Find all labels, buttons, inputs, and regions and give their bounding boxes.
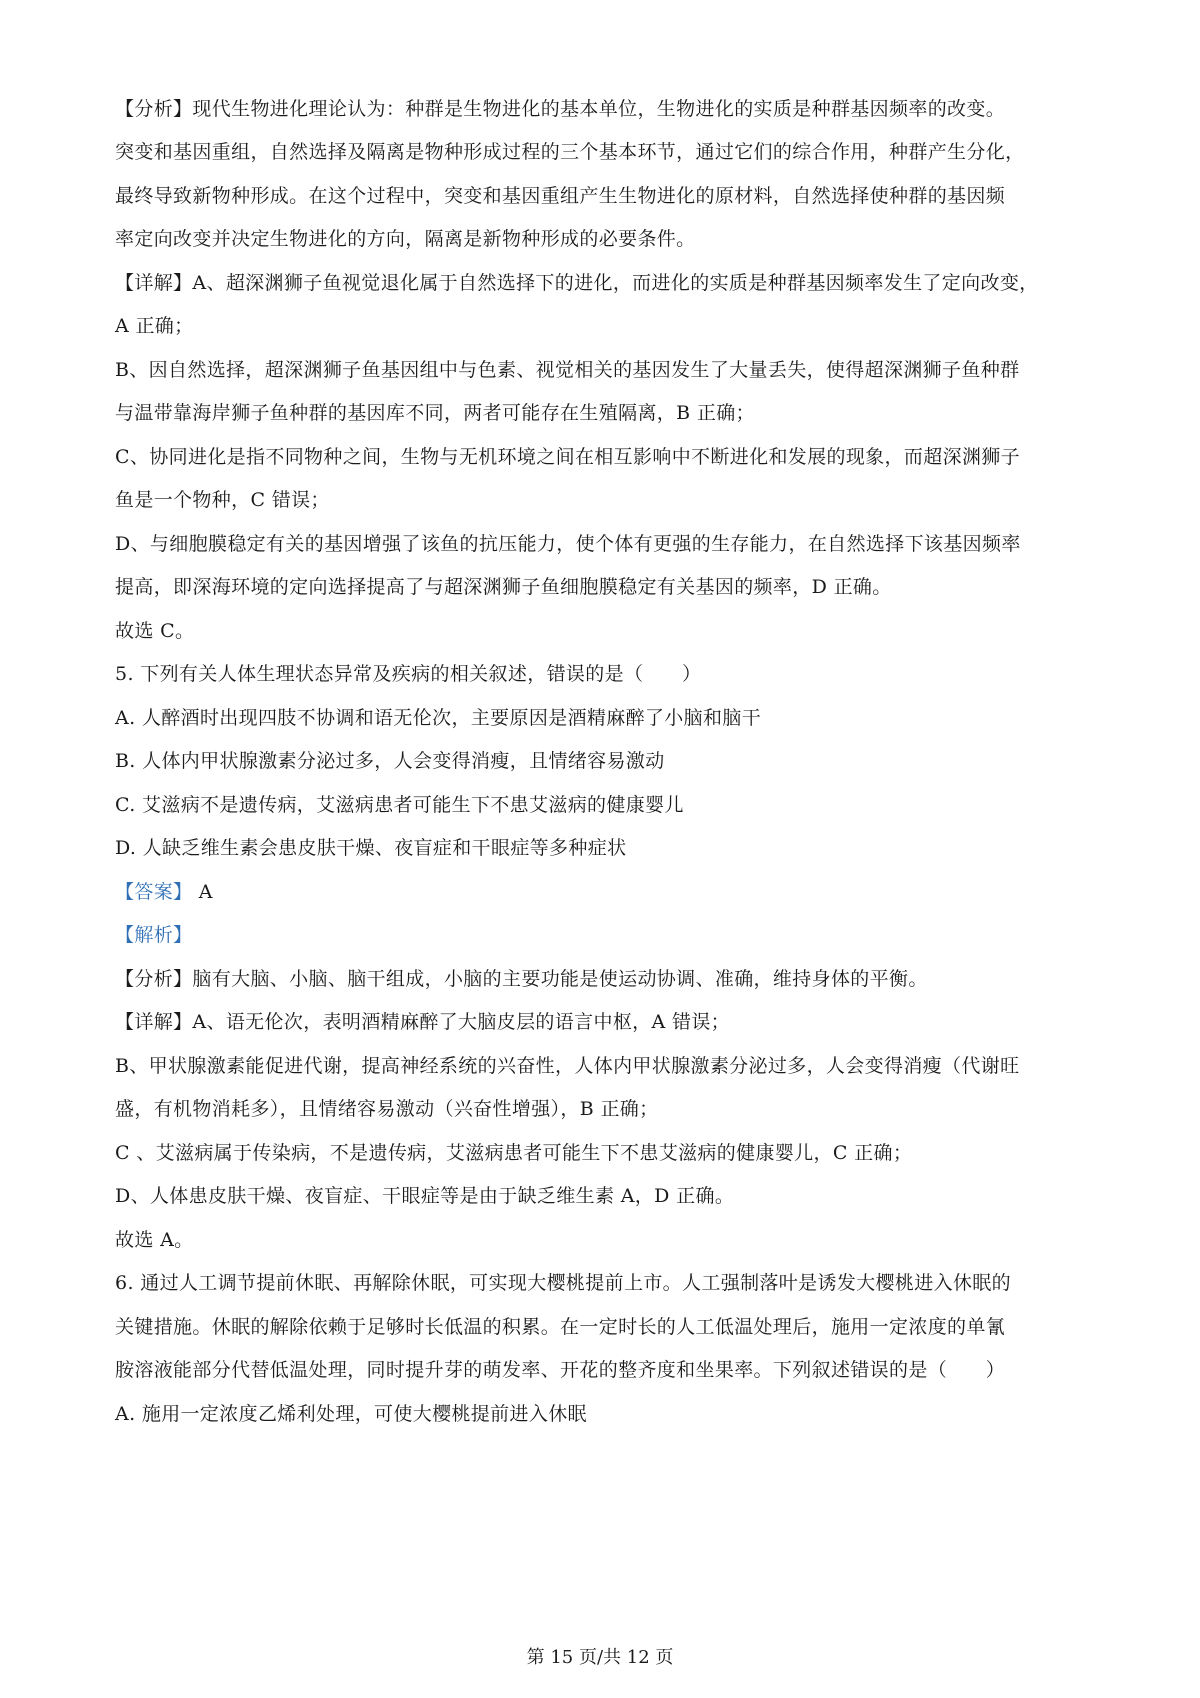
detail-line-5: C、协同进化是指不同物种之间，生物与无机环境之间在相互影响中不断进化和发展的现象，而超深渊狮子 [115, 446, 1020, 468]
answer-label: 【答案】 [115, 881, 193, 903]
question-5-option-b: B. 人体内甲状腺激素分泌过多，人会变得消瘦，且情绪容易激动 [115, 750, 665, 772]
detail-line-6: 鱼是一个物种，C 错误； [115, 489, 330, 511]
detail-line-1: 【详解】A、超深渊狮子鱼视觉退化属于自然选择下的进化，而进化的实质是种群基因频率发生了定向改变， [115, 272, 1039, 294]
detail-line-2: A 正确； [115, 315, 194, 337]
analysis-line-2: 突变和基因重组，自然选择及隔离是物种形成过程的三个基本环节，通过它们的综合作用，种群产生分化， [115, 141, 1025, 163]
analysis-line-3: 最终导致新物种形成。在这个过程中，突变和基因重组产生生物进化的原材料，自然选择使种群的基因频 [115, 185, 1006, 207]
detail-line-8: 提高，即深海环境的定向选择提高了与超深渊狮子鱼细胞膜稳定有关基因的频率，D 正确。 [115, 576, 892, 598]
question-5-option-c: C. 艾滋病不是遗传病，艾滋病患者可能生下不患艾滋病的健康婴儿 [115, 794, 684, 816]
conclusion-line: 故选 C。 [115, 620, 195, 642]
q5-detail-line-5: D、人体患皮肤干燥、夜盲症、干眼症等是由于缺乏维生素 A，D 正确。 [115, 1185, 735, 1207]
question-6-stem-line-3: 胺溶液能部分代替低温处理，同时提升芽的萌发率、开花的整齐度和坐果率。下列叙述错误的是（ ） [115, 1359, 1006, 1381]
analysis-line-1: 【分析】现代生物进化理论认为：种群是生物进化的基本单位，生物进化的实质是种群基因频率的改变。 [115, 98, 1006, 120]
q5-conclusion-line: 故选 A。 [115, 1229, 194, 1251]
answer-line [115, 879, 213, 905]
detail-line-4: 与温带靠海岸狮子鱼种群的基因库不同，两者可能存在生殖隔离，B 正确； [115, 402, 755, 424]
analysis-line-4: 率定向改变并决定生物进化的方向，隔离是新物种形成的必要条件。 [115, 228, 696, 250]
answer-value: A [192, 881, 213, 903]
question-6-option-a: A. 施用一定浓度乙烯利处理，可使大樱桃提前进入休眠 [115, 1403, 587, 1425]
question-5-option-a: A. 人醉酒时出现四肢不协调和语无伦次，主要原因是酒精麻醉了小脑和脑干 [115, 707, 762, 729]
page-footer: 第 15 页/共 12 页 [526, 1647, 674, 1668]
q5-detail-line-3: 盛，有机物消耗多），且情绪容易激动（兴奋性增强），B 正确； [115, 1098, 659, 1120]
detail-line-7: D、与细胞膜稳定有关的基因增强了该鱼的抗压能力，使个体有更强的生存能力，在自然选择下该基因频率 [115, 533, 1021, 555]
question-6-stem-line-2: 关键措施。休眠的解除依赖于足够时长低温的积累。在一定时长的人工低温处理后，施用一定浓度的单氰 [115, 1316, 1006, 1338]
q5-detail-line-1: 【详解】A、语无伦次，表明酒精麻醉了大脑皮层的语言中枢，A 错误； [115, 1011, 731, 1033]
question-5-option-d: D. 人缺乏维生素会患皮肤干燥、夜盲症和干眼症等多种症状 [115, 837, 627, 859]
question-5-stem: 5. 下列有关人体生理状态异常及疾病的相关叙述，错误的是（ ） [115, 663, 702, 685]
explanation-label: 【解析】 [115, 924, 193, 946]
q5-analysis-line: 【分析】脑有大脑、小脑、脑干组成，小脑的主要功能是使运动协调、准确，维持身体的平衡。 [115, 968, 928, 990]
q5-detail-line-4: C 、艾滋病属于传染病，不是遗传病，艾滋病患者可能生下不患艾滋病的健康婴儿，C 正确； [115, 1142, 913, 1164]
q5-detail-line-2: B、甲状腺激素能促进代谢，提高神经系统的兴奋性，人体内甲状腺激素分泌过多，人会变得消瘦（代谢旺 [115, 1055, 1020, 1077]
question-6-stem-line-1: 6. 通过人工调节提前休眠、再解除休眠，可实现大樱桃提前上市。人工强制落叶是诱发大樱桃进入休眠的 [115, 1272, 1011, 1294]
detail-line-3: B、因自然选择，超深渊狮子鱼基因组中与色素、视觉相关的基因发生了大量丢失，使得超深渊狮子鱼种群 [115, 359, 1020, 381]
